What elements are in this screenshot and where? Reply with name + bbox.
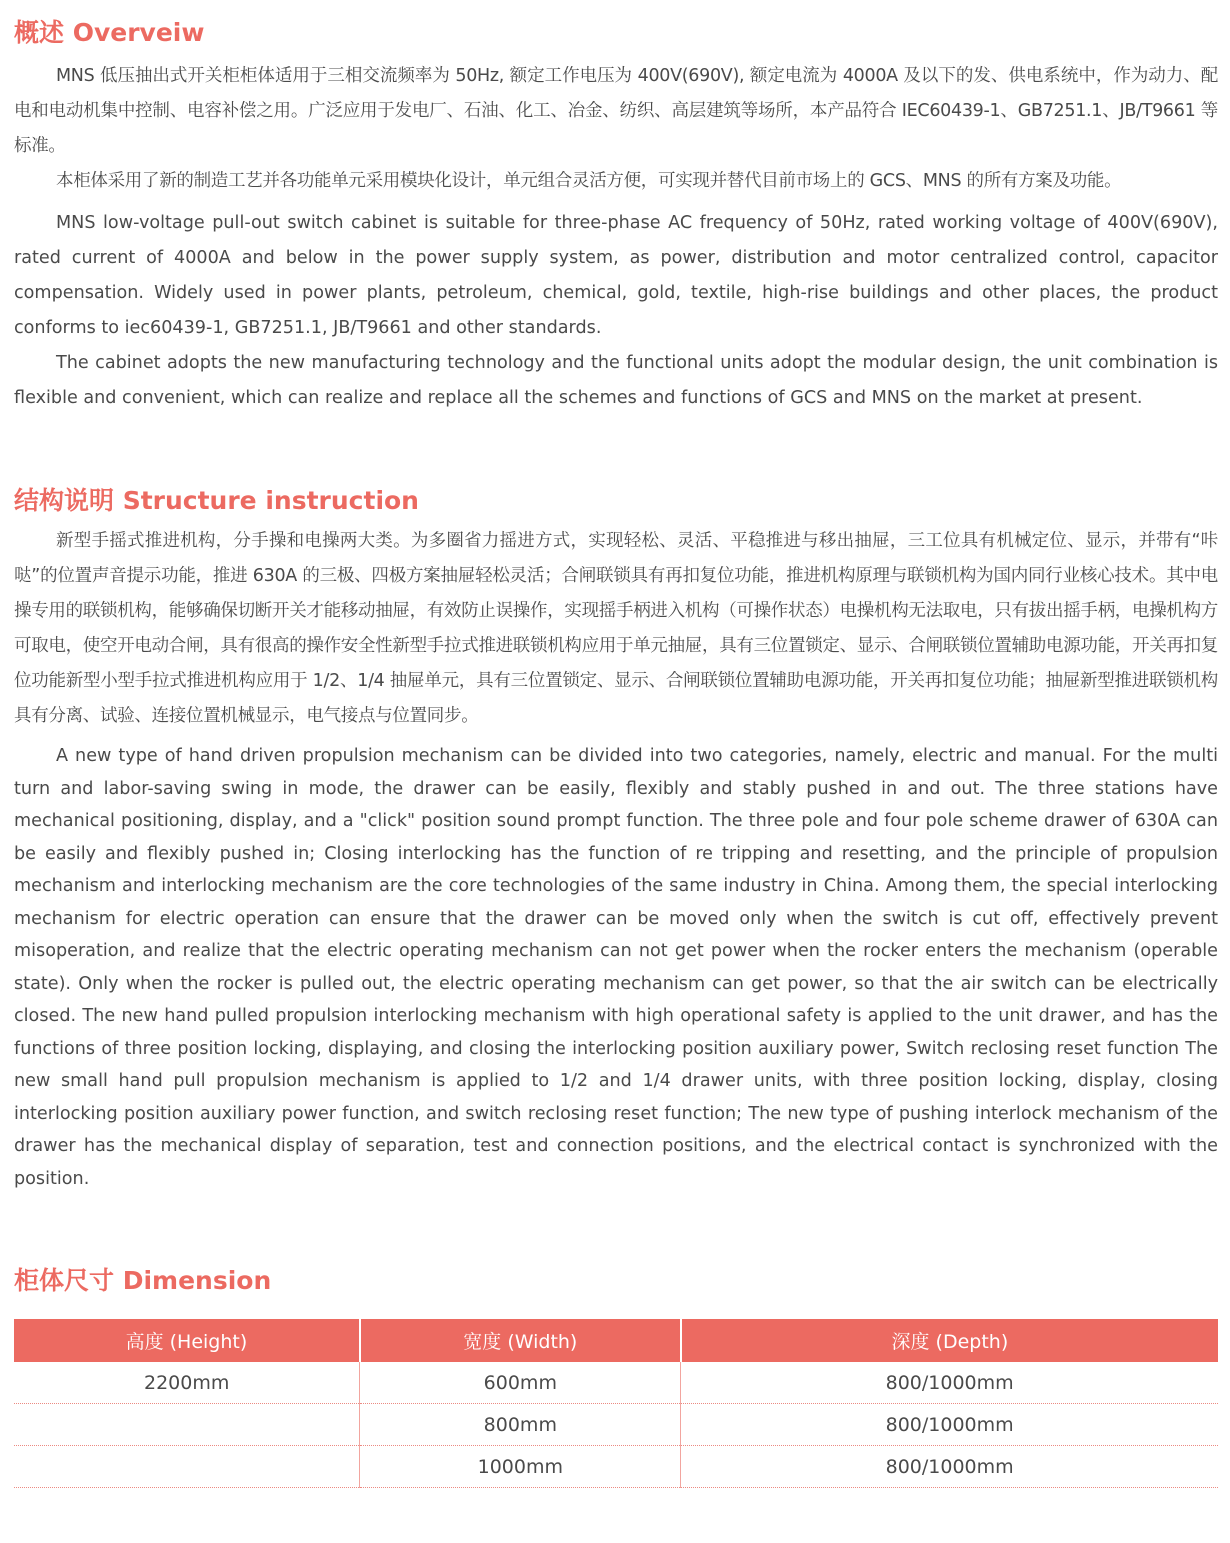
- cell-depth: 800/1000mm: [681, 1362, 1218, 1404]
- table-row: [14, 1404, 1218, 1446]
- overview-en-paragraph-1: MNS low-voltage pull-out switch cabinet is suitable for three-phase AC frequency of 50Hz, rated working voltage of 400V(690V), rated current of 4000A and below in the power supply system, as power, distribution and motor centralized control, capacitor compensation. Widely used in power plants, petroleum, chemical, gold, textile, high-rise buildings and other places, the product conforms to iec60439-1, GB7251.1, JB/T9661 and other standards.: [14, 213, 1218, 338]
- overview-en-paragraph-2: The cabinet adopts the new manufacturing technology and the functional units adopt the modular design, the unit combination is flexible and convenient, which can realize and replace all the schemes and functions of GCS and MNS on the market at present.: [14, 353, 1218, 408]
- structure-heading: 结构说明 Structure instruction: [14, 486, 419, 515]
- header-width: 宽度 (Width): [360, 1319, 681, 1362]
- overview-cn-paragraph-1: MNS 低压抽出式开关柜柜体适用于三相交流频率为 50Hz, 额定工作电压为 400V(690V), 额定电流为 4000A 及以下的发、供电系统中，作为动力、配电和电动机集中控制、电容补偿之用。广泛应用于发电厂、石油、化工、冶金、纺织、高层建筑等场所，本产品符合 IEC60439-1、GB7251.1、JB/T9661 等标准。: [14, 66, 1218, 156]
- cell-depth: 800/1000mm: [681, 1404, 1218, 1446]
- cell-width: 600mm: [360, 1362, 681, 1404]
- table-row: [14, 1446, 1218, 1488]
- dimension-table: [14, 1319, 1218, 1488]
- structure-cn-paragraph: 新型手摇式推进机构，分手操和电操两大类。为多圈省力摇进方式，实现轻松、灵活、平稳推进与移出抽屉，三工位具有机械定位、显示，并带有“咔哒”的位置声音提示功能，推进 630A 的三极、四极方案抽屉轻松灵活；合闸联锁具有再扣复位功能，推进机构原理与联锁机构为国内同行业核心技术。其中电操专用的联锁机构，能够确保切断开关才能移动抽屉，有效防止误操作，实现摇手柄进入机构（可操作状态）电操机构无法取电，只有拔出摇手柄，电操机构方可取电，使空开电动合闸，具有很高的操作安全性新型手拉式推进联锁机构应用于单元抽屉，具有三位置锁定、显示、合闸联锁位置辅助电源功能，开关再扣复位功能新型小型手拉式推进机构应用于 1/2、1/4 抽屉单元，具有三位置锁定、显示、合闸联锁位置辅助电源功能，开关再扣复位功能；抽屉新型推进联锁机构具有分离、试验、连接位置机械显示，电气接点与位置同步。: [14, 531, 1218, 726]
- header-height: 高度 (Height): [14, 1319, 360, 1362]
- cell-width: 800mm: [360, 1404, 681, 1446]
- structure-en-paragraph: A new type of hand driven propulsion mechanism can be divided into two categories, namely, electric and manual. For the multi turn and labor-saving swing in mode, the drawer can be easily, flexibly and stably pushed in and out. The three stations have mechanical positioning, display, and a "click" position sound prompt function. The three pole and four pole scheme drawer of 630A can be easily and flexibly pushed in; Closing interlocking has the function of re tripping and resetting, and the principle of propulsion mechanism and interlocking mechanism are the core technologies of the same industry in China. Among them, the special interlocking mechanism for electric operation can ensure that the drawer can be moved only when the switch is cut off, effectively prevent misoperation, and realize that the electric operating mechanism can not get power when the rocker enters the mechanism (operable state). Only when the rocker is pulled out, the electric operating mechanism can get power, so that the air switch can be electrically closed. The new hand pulled propulsion interlocking mechanism with high operational safety is applied to the unit drawer, and has the functions of three position locking, displaying, and closing the interlocking position auxiliary power, Switch reclosing reset function The new small hand pull propulsion mechanism is applied to 1/2 and 1/4 drawer units, with three position locking, display, closing interlocking position auxiliary power function, and switch reclosing reset function; The new type of pushing interlock mechanism of the drawer has the mechanical display of separation, test and connection positions, and the electrical contact is synchronized with the position.: [14, 746, 1218, 1189]
- overview-heading: 概述 Overveiw: [14, 18, 205, 47]
- cell-height: [14, 1446, 360, 1488]
- header-depth: 深度 (Depth): [681, 1319, 1218, 1362]
- overview-cn-paragraph-2: 本柜体采用了新的制造工艺并各功能单元采用模块化设计，单元组合灵活方便，可实现并替代目前市场上的 GCS、MNS 的所有方案及功能。: [56, 171, 1122, 191]
- cell-depth: 800/1000mm: [681, 1446, 1218, 1488]
- table-row: [14, 1362, 1218, 1404]
- dimension-heading: 柜体尺寸 Dimension: [14, 1266, 272, 1295]
- cell-width: 1000mm: [360, 1446, 681, 1488]
- cell-height: [14, 1404, 360, 1446]
- table-header-row: [14, 1319, 1218, 1362]
- cell-height: 2200mm: [14, 1362, 360, 1404]
